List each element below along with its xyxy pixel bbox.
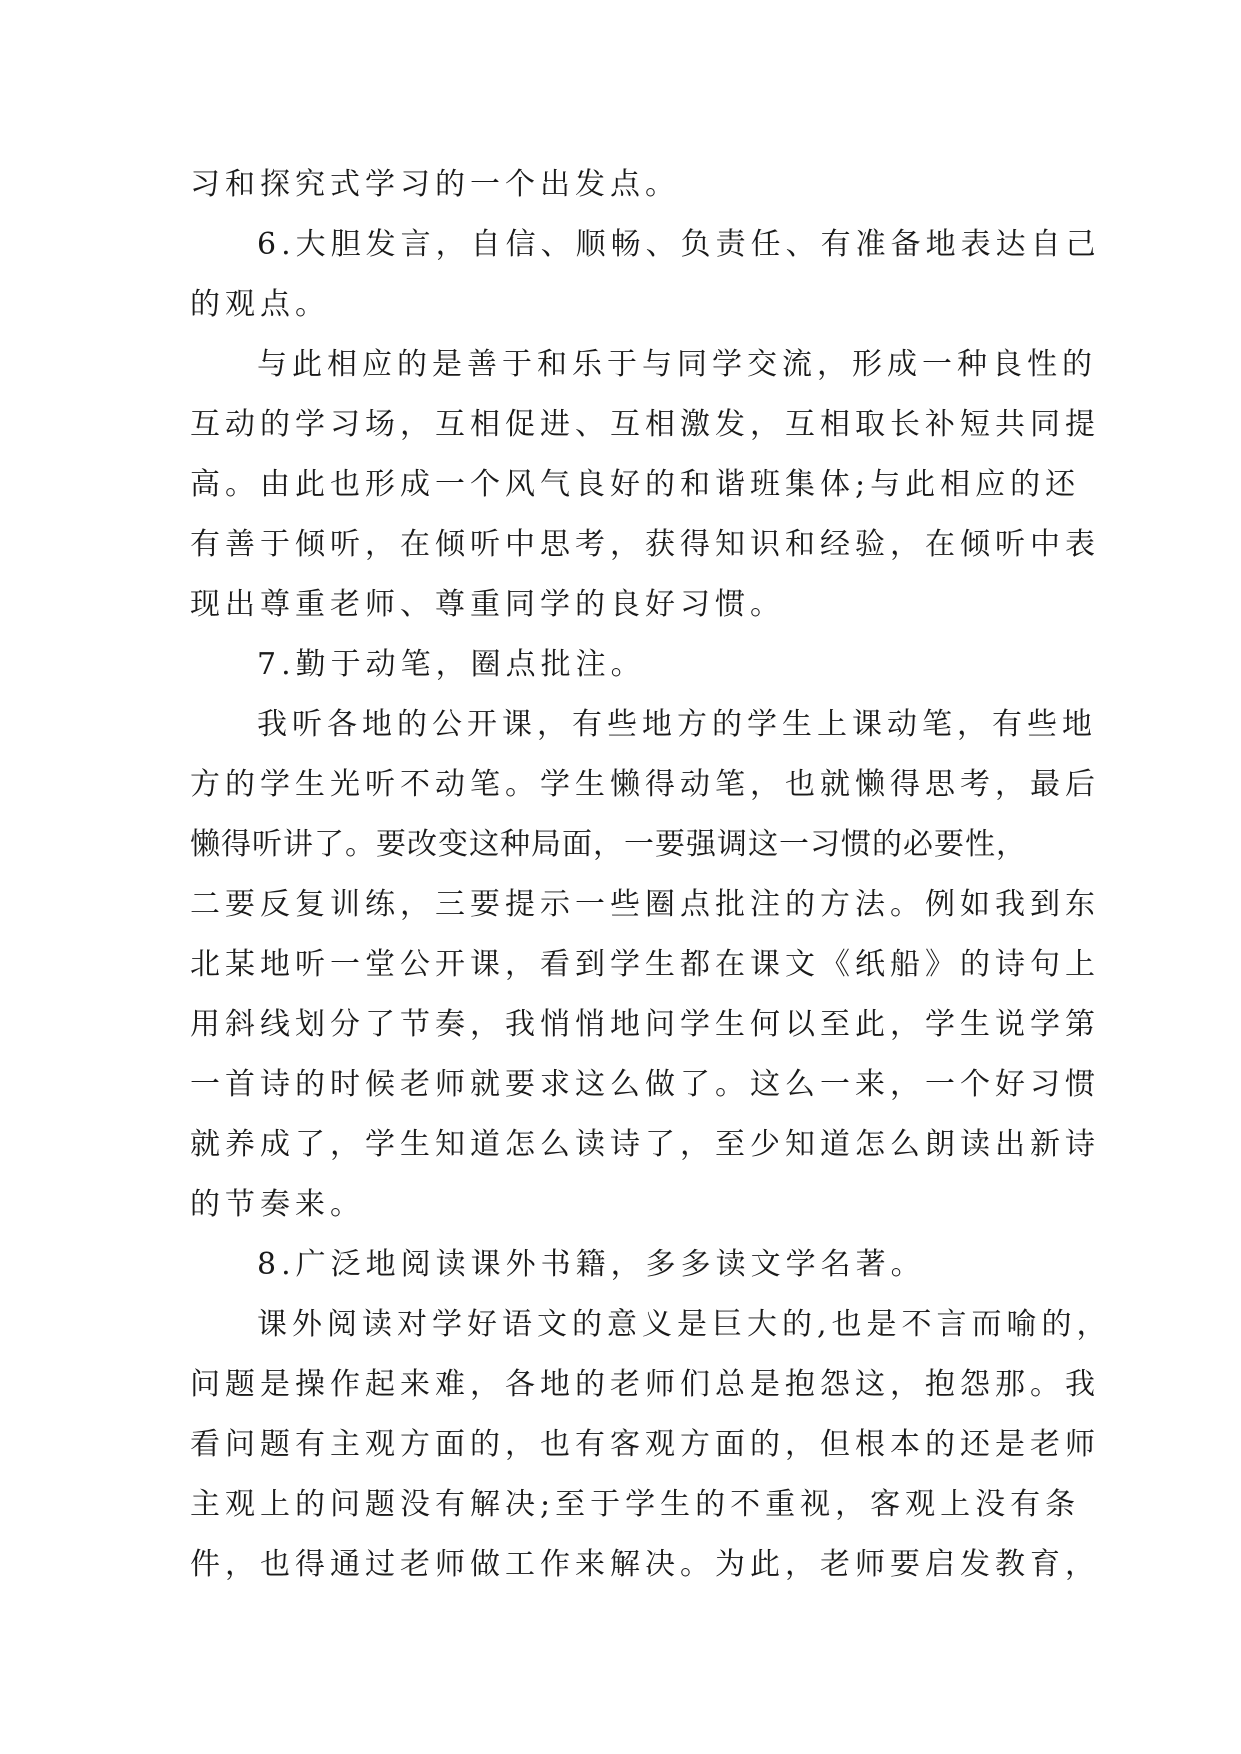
text-line: 高。由此也形成一个风气良好的和谐班集体;与此相应的还 <box>190 467 1081 502</box>
text-line: 二要反复训练，三要提示一些圈点批注的方法。例如我到东 <box>190 887 1100 922</box>
text-line: 主观上的问题没有解决;至于学生的不重视，客观上没有条 <box>190 1487 1081 1522</box>
text-line: 的观点。 <box>190 287 330 322</box>
text-line: 有善于倾听，在倾听中思考，获得知识和经验，在倾听中表 <box>190 527 1100 562</box>
text-line: 问题是操作起来难，各地的老师们总是抱怨这，抱怨那。我 <box>190 1367 1100 1402</box>
text-line: 用斜线划分了节奏，我悄悄地问学生何以至此，学生说学第 <box>190 1007 1100 1042</box>
text-line: 就养成了，学生知道怎么读诗了，至少知道怎么朗读出新诗 <box>190 1127 1100 1162</box>
text-line: 的节奏来。 <box>190 1187 365 1222</box>
text-line: 现出尊重老师、尊重同学的良好习惯。 <box>190 587 785 622</box>
paragraph-start: 课外阅读对学好语文的意义是巨大的,也是不言而喻的， <box>257 1307 1112 1342</box>
text-line: 方的学生光听不动笔。学生懒得动笔，也就懒得思考，最后 <box>190 767 1100 802</box>
text-line: 互动的学习场，互相促进、互相激发，互相取长补短共同提 <box>190 407 1100 442</box>
text-line: 习和探究式学习的一个出发点。 <box>190 167 680 202</box>
text-line: 一首诗的时候老师就要求这么做了。这么一来，一个好习惯 <box>190 1067 1100 1102</box>
text-line: 看问题有主观方面的，也有客观方面的，但根本的还是老师 <box>190 1427 1100 1462</box>
list-item-6-heading: 6.大胆发言，自信、顺畅、负责任、有准备地表达自己 <box>257 227 1101 262</box>
paragraph-start: 我听各地的公开课，有些地方的学生上课动笔，有些地 <box>257 707 1097 742</box>
body-text <box>190 155 1112 1595</box>
text-line: 件，也得通过老师做工作来解决。为此，老师要启发教育， <box>190 1547 1100 1582</box>
paragraph-start: 与此相应的是善于和乐于与同学交流，形成一种良性的 <box>257 347 1097 382</box>
text-line: 懒得听讲了。要改变这种局面，一要强调这一习惯的必要性， <box>190 827 1027 862</box>
text-line: 北某地听一堂公开课，看到学生都在课文《纸船》的诗句上 <box>190 947 1100 982</box>
list-item-7-heading: 7.勤于动笔，圈点批注。 <box>257 647 646 682</box>
list-item-8-heading: 8.广泛地阅读课外书籍，多多读文学名著。 <box>257 1247 926 1282</box>
